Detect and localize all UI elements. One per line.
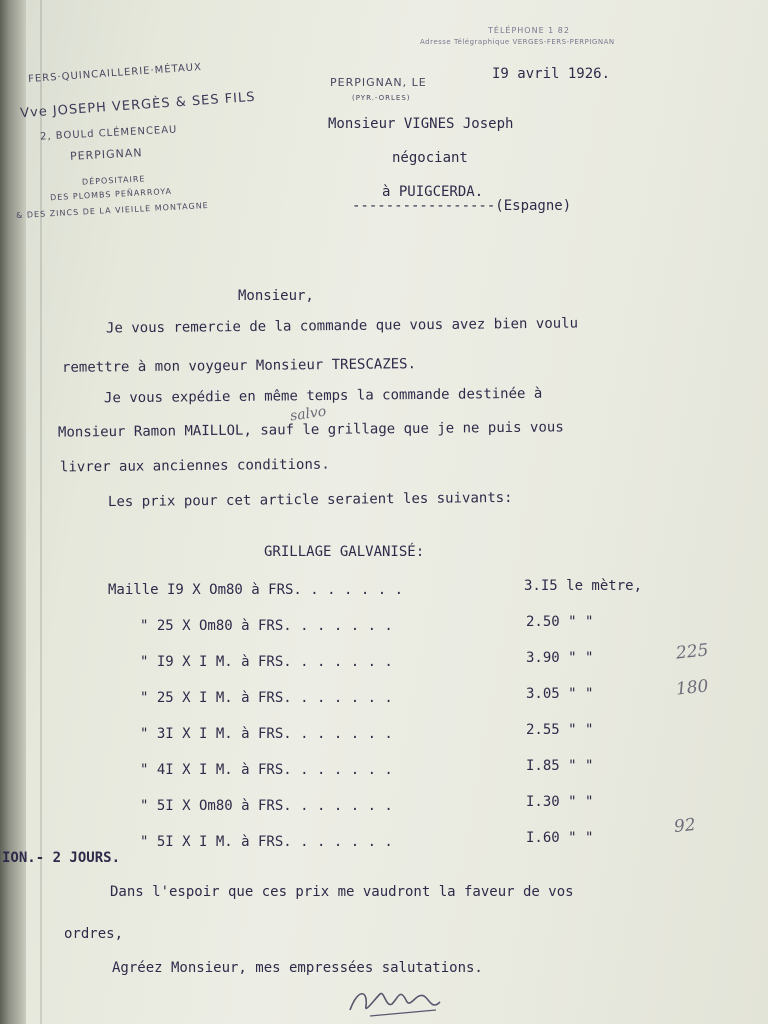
signature bbox=[340, 980, 460, 1020]
paragraph-1-line-2: remettre à mon voygeur Monsieur TRESCAZES. bbox=[61, 356, 417, 376]
closing-line-1: Dans l'espoir que ces prix me vaudront la faveur de vos bbox=[110, 884, 574, 900]
price-row-price: I.85 " " bbox=[526, 758, 594, 774]
price-row-price: 2.50 " " bbox=[526, 614, 594, 630]
price-row-price: I.30 " " bbox=[526, 794, 594, 810]
price-row-item: " I9 X I M. à FRS. . . . . . . bbox=[140, 654, 393, 670]
price-row-item: " 3I X I M. à FRS. . . . . . . bbox=[140, 726, 393, 742]
price-row-item: " 5I X I M. à FRS. . . . . . . bbox=[140, 834, 393, 850]
closing-line-3: Agréez Monsieur, mes empressées salutations. bbox=[112, 960, 483, 976]
letterhead-depositary-2: DES PLOMBS PEÑARROYA bbox=[49, 186, 173, 203]
paragraph-2-line-1: Je vous expédie en même temps la commande destinée à bbox=[103, 385, 543, 407]
price-row-item: " 25 X Om80 à FRS. . . . . . . bbox=[140, 618, 393, 634]
recipient-role: négociant bbox=[392, 150, 468, 166]
paragraph-3: Les prix pour cet article seraient les suivants: bbox=[107, 489, 513, 511]
price-row-price: 3.90 " " bbox=[526, 650, 594, 666]
price-row-item: " 5I X Om80 à FRS. . . . . . . bbox=[140, 798, 393, 814]
letter-date: I9 avril 1926. bbox=[492, 66, 611, 82]
handwritten-salvo: salvo bbox=[289, 403, 328, 425]
recipient-name: Monsieur VIGNES Joseph bbox=[328, 116, 514, 132]
recipient-place: à PUIGCERDA. bbox=[382, 184, 484, 200]
paragraph-2-line-2: Monsieur Ramon MAILLOL, sauf le grillage que je ne puis vous bbox=[57, 419, 564, 441]
handwritten-note: 225 bbox=[675, 640, 710, 664]
letterhead-telephone: TÉLÉPHONE 1 82 bbox=[488, 26, 570, 35]
paper-fold bbox=[40, 0, 42, 1024]
price-row-price: 3.I5 le mètre, bbox=[524, 578, 643, 594]
margin-note: ION.- 2 JOURS. bbox=[2, 850, 121, 866]
letterhead-firm: Vve JOSEPH VERGÈS & SES FILS bbox=[19, 89, 256, 122]
price-row-price: 3.05 " " bbox=[526, 686, 594, 702]
price-row-item: " 4I X I M. à FRS. . . . . . . bbox=[140, 762, 393, 778]
price-row-price: 2.55 " " bbox=[526, 722, 594, 738]
letterhead-city: PERPIGNAN bbox=[69, 146, 143, 163]
price-row-item: Maille I9 X Om80 à FRS. . . . . . . bbox=[108, 582, 404, 598]
dateline-place: PERPIGNAN, LE bbox=[330, 76, 427, 89]
table-title: GRILLAGE GALVANISÉ: bbox=[264, 544, 425, 560]
binding-edge bbox=[0, 0, 26, 1024]
letterhead-depositary-1: DÉPOSITAIRE bbox=[81, 174, 146, 187]
handwritten-note: 180 bbox=[675, 676, 710, 700]
salutation: Monsieur, bbox=[238, 288, 314, 304]
letterhead-telegraph: Adresse Télégraphique VERGES-FERS-PERPIGNAN bbox=[420, 38, 615, 46]
recipient-country: -----------------(Espagne) bbox=[352, 198, 572, 214]
paragraph-2-line-3: livrer aux anciennes conditions. bbox=[59, 456, 330, 476]
letterhead-depositary-3: & DES ZINCS DE LA VIEILLE MONTAGNE bbox=[15, 200, 209, 221]
handwritten-note: 92 bbox=[673, 814, 697, 838]
dateline-region: (PYR.-ORLES) bbox=[352, 94, 411, 102]
letterhead-street: 2, BOULd CLÉMENCEAU bbox=[39, 124, 178, 143]
price-row-price: I.60 " " bbox=[526, 830, 594, 846]
price-row-item: " 25 X I M. à FRS. . . . . . . bbox=[140, 690, 393, 706]
paragraph-1-line-1: Je vous remercie de la commande que vous avez bien voulu bbox=[105, 315, 579, 337]
letterhead-trade: FERS·QUINCAILLERIE·MÉTAUX bbox=[27, 61, 203, 86]
closing-line-2: ordres, bbox=[64, 926, 124, 942]
